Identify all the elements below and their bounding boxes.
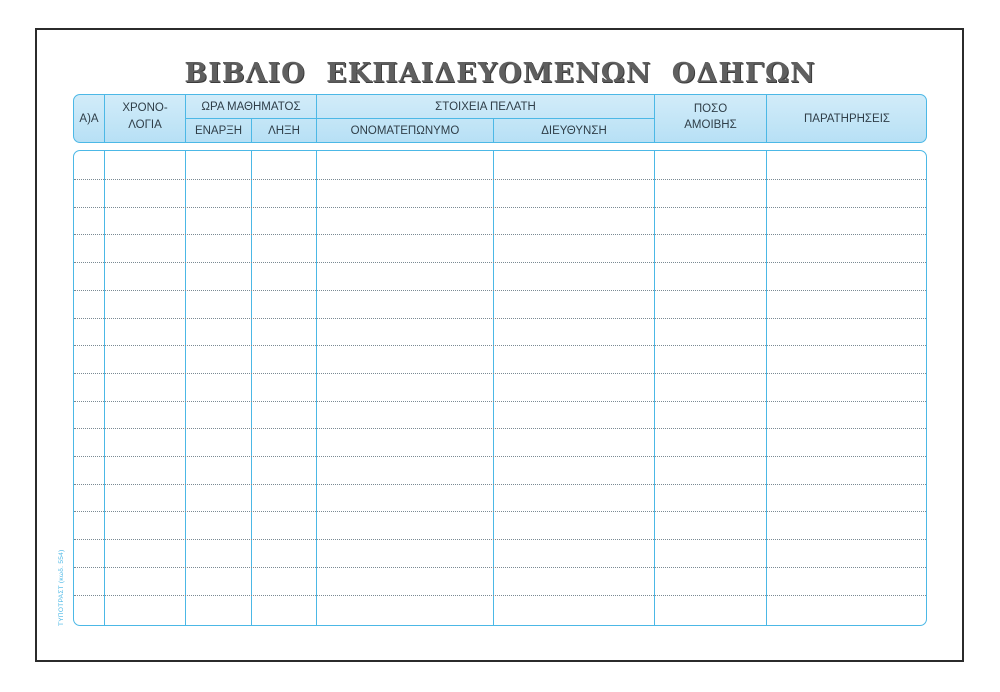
- ruled-row-line: [74, 179, 926, 180]
- header-poso-line1: ΠΟΣΟ: [693, 103, 728, 115]
- ruled-row-line: [74, 290, 926, 291]
- column-divider: [251, 151, 252, 625]
- table-header: [73, 94, 927, 143]
- ruled-row-line: [74, 401, 926, 402]
- ruled-row-line: [74, 262, 926, 263]
- printer-code-note: ΤΥΠΟΤΡΑΣΤ (κωδ. 554): [58, 549, 65, 626]
- header-aa: Α)Α: [79, 112, 99, 125]
- ruled-row-line: [74, 595, 926, 596]
- ruled-row-line: [74, 567, 926, 568]
- header-poso-line2: ΑΜΟΙΒΗΣ: [684, 119, 737, 131]
- header-lixi: ΛΗΞΗ: [268, 124, 300, 137]
- header-ora-mathimatos: ΩΡΑ ΜΑΘΗΜΑΤΟΣ: [201, 100, 301, 113]
- header-chronologia-line2: ΛΟΓΙΑ: [128, 119, 162, 131]
- form-title: ΒΙΒΛΙΟ ΕΚΠΑΙΔΕΥΟΜΕΝΩΝ ΟΔΗΓΩΝ: [184, 58, 816, 89]
- header-enarxi: ΕΝΑΡΞΗ: [194, 124, 243, 137]
- ruled-row-line: [74, 428, 926, 429]
- header-chronologia-line1: ΧΡΟΝΟ-: [122, 102, 168, 114]
- ruled-row-line: [74, 511, 926, 512]
- ruled-row-line: [74, 234, 926, 235]
- ruled-row-line: [74, 484, 926, 485]
- ruled-row-line: [74, 345, 926, 346]
- column-divider: [316, 151, 317, 625]
- ruled-row-line: [74, 373, 926, 374]
- column-divider: [185, 151, 186, 625]
- header-paratiriseis: ΠΑΡΑΤΗΡΗΣΕΙΣ: [804, 112, 890, 125]
- column-divider: [104, 151, 105, 625]
- ruled-row-line: [74, 539, 926, 540]
- ruled-row-line: [74, 207, 926, 208]
- header-onomateponymo: ΟΝΟΜΑΤΕΠΩΝΥΜΟ: [350, 124, 460, 137]
- column-divider: [493, 151, 494, 625]
- ruled-row-line: [74, 318, 926, 319]
- column-divider: [654, 151, 655, 625]
- ruled-row-line: [74, 456, 926, 457]
- header-stoixeia-pelati: ΣΤΟΙΧΕΙΑ ΠΕΛΑΤΗ: [435, 100, 536, 113]
- table-body: [73, 150, 927, 626]
- column-divider: [766, 151, 767, 625]
- header-dieythynsi: ΔΙΕΥΘΥΝΣΗ: [541, 124, 607, 137]
